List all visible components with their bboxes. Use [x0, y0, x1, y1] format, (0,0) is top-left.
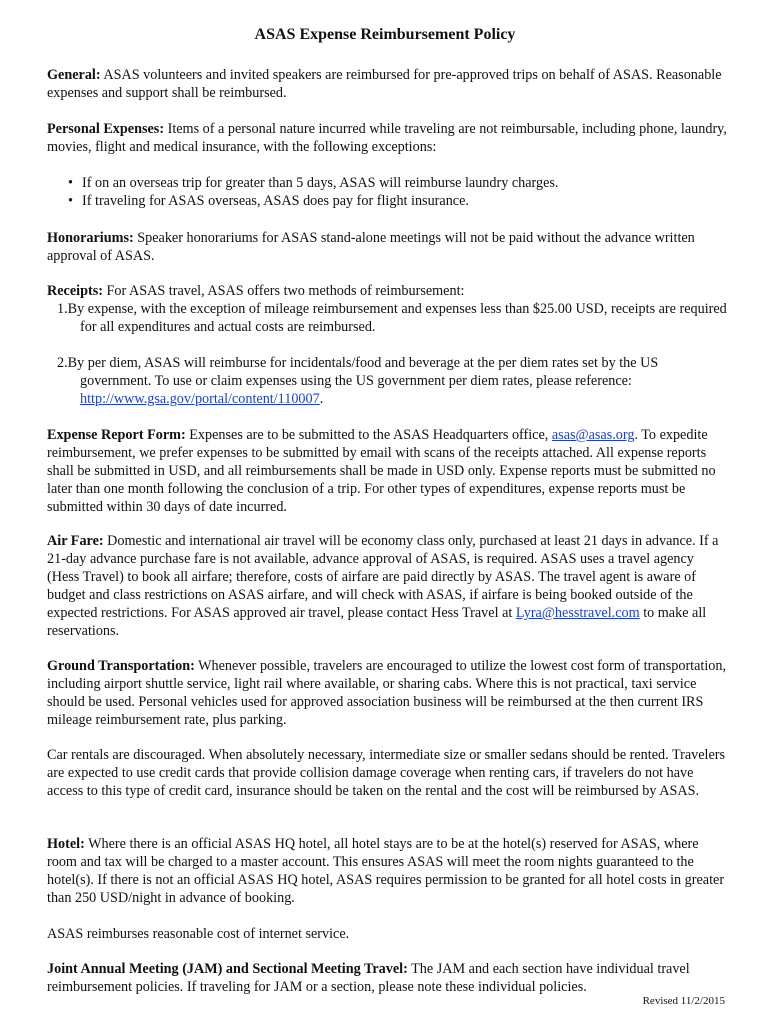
bullet-icon: •: [68, 193, 73, 209]
air-fare-heading: Air Fare:: [47, 533, 104, 549]
jam-section: Joint Annual Meeting (JAM) and Sectional Meeting Travel: The JAM and each section have individual travel reimbursement policies. If traveling for JAM or a section, please note these individual policies.: [47, 961, 690, 995]
gsa-per-diem-link[interactable]: http://www.gsa.gov/portal/content/110007: [80, 391, 320, 407]
honorariums-text: Speaker honorariums for ASAS stand-alone meetings will not be paid without the advance written approval of ASAS.: [47, 230, 695, 264]
receipts-item-1: 1.By expense, with the exception of mileage reimbursement and expenses less than $25.00 USD, receipts are required for all expenditures and actual costs are reimbursed.: [57, 301, 727, 335]
personal-expenses-section: [47, 120, 727, 156]
list-item: • If on an overseas trip for greater than 5 days, ASAS will reimburse laundry charges.: [68, 175, 559, 191]
jam-heading: Joint Annual Meeting (JAM) and Sectional Meeting Travel:: [47, 961, 408, 977]
hotel-heading: Hotel:: [47, 836, 85, 852]
personal-bullet-list: [68, 174, 728, 210]
expense-report-section: Expense Report Form: Expenses are to be submitted to the ASAS Headquarters office, asas@asas.org. To expedite reimbursement, we prefer expenses to be submitted by email with scans of the receipts attached. All expense reports shall be submitted in USD, and all reimbursements shall be made in USD only. Expense reports must be submitted no later than one month following the conclusion of a trip. For other types of expenditures, expense reports must be submitted within 30 days of date incurred.: [47, 427, 716, 515]
honorariums-section: [47, 229, 727, 265]
ground-heading: Ground Transportation:: [47, 658, 195, 674]
receipts-heading: Receipts:: [47, 283, 103, 299]
receipts-section: [47, 282, 727, 300]
general-section: [47, 66, 727, 102]
ground-transportation-section: Ground Transportation: Whenever possible, travelers are encouraged to utilize the lowest cost form of transportation, including airport shuttle service, light rail where available, or sharing cabs. Where this is not practical, taxi service should be used. Personal vehicles used for approved association business will be reimbursed at the then current IRS mileage reimbursement rate, plus parking.: [47, 658, 727, 728]
hess-travel-email-link[interactable]: Lyra@hesstravel.com: [515, 605, 640, 621]
document-title: ASAS Expense Reimbursement Policy: [254, 26, 516, 43]
receipts-text: For ASAS travel, ASAS offers two methods of reimbursement:: [102, 283, 465, 299]
hotel-section: Hotel: Where there is an official ASAS HQ hotel, all hotel stays are to be at the hotel(s) reserved for ASAS, where room and tax will be charged to a master account. This ensures ASAS will meet the room nights guaranteed to the hotel(s). If there is not an official ASAS HQ hotel, ASAS requires permission to be granted for all hotel costs in greater than 250 USD/night in advance of booking.: [47, 836, 725, 906]
revised-date: Revised 11/2/2015: [642, 995, 725, 1007]
asas-email-link[interactable]: asas@asas.org: [551, 427, 635, 443]
internet-paragraph: ASAS reimburses reasonable cost of internet service.: [47, 926, 350, 942]
general-heading: General:: [47, 67, 101, 83]
honorariums-heading: Honorariums:: [47, 230, 134, 246]
expense-report-heading: Expense Report Form:: [47, 427, 186, 443]
personal-heading: Personal Expenses:: [47, 121, 165, 137]
personal-text: Items of a personal nature incurred while traveling are not reimbursable, including phone, laundry, movies, flight and medical insurance, with the following exceptions:: [47, 121, 727, 155]
receipts-item-2: 2.By per diem, ASAS will reimburse for incidentals/food and beverage at the per diem rates set by the US government. To use or claim expenses using the US government per diem rates, please reference: http://www.gsa.gov/portal/content/110007.: [57, 355, 659, 407]
general-text: ASAS volunteers and invited speakers are reimbursed for pre-approved trips on behalf of ASAS. Reasonable expenses and support shall be reimbursed.: [47, 67, 722, 101]
car-rentals-paragraph: Car rentals are discouraged. When absolutely necessary, intermediate size or smaller sedans should be rented. Travelers are expected to use credit cards that provide collision damage coverage when renting cars, if travelers do not have access to this type of credit card, insurance should be taken on the rental and the cost will be reimbursed by ASAS.: [47, 747, 726, 799]
air-fare-section: Air Fare: Domestic and international air travel will be economy class only, purchased at least 21 days in advance. If a 21-day advance purchase fare is not available, advance approval of ASAS, is required. ASAS uses a travel agency (Hess Travel) to book all airfare; therefore, costs of airfare are paid directly by ASAS. The travel agent is aware of budget and class restrictions on ASAS airfare, and will check with ASAS, if airfare is being booked outside of the expected restrictions. For ASAS approved air travel, please contact Hess Travel at Lyra@hesstravel.com to make all reservations.: [47, 533, 719, 639]
list-item: • If traveling for ASAS overseas, ASAS does pay for flight insurance.: [68, 193, 469, 209]
bullet-icon: •: [68, 175, 73, 191]
